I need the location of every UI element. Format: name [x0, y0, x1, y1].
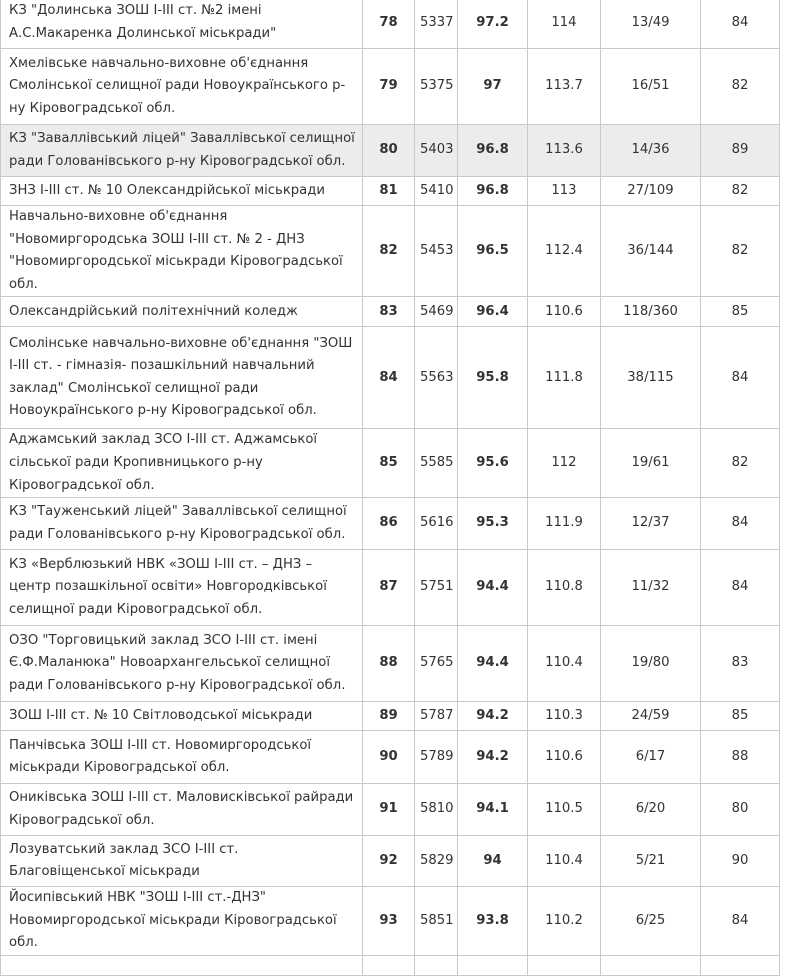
table-row — [1, 498, 780, 550]
table-row — [1, 626, 780, 702]
school-name: ЗОШ І-ІІІ ст. № 10 Світловодської міськради — [1, 702, 363, 731]
school-name: Смолінське навчально-виховне об'єднання "ЗОШ І-ІІІ ст. - гімназія- позашкільний навчальний заклад" Смолінської селищної ради Новоукраїнського р-ну Кіровоградської обл. — [1, 327, 363, 429]
rank-cell: 80 — [363, 125, 415, 177]
rank-cell: 91 — [363, 784, 415, 836]
average-cell — [458, 955, 528, 975]
rank-cell: 92 — [363, 836, 415, 887]
ratio-cell — [601, 955, 701, 975]
value-cell: 110.4 — [528, 836, 601, 887]
ratio-cell: 118/360 — [601, 297, 701, 327]
percent-cell: 84 — [701, 0, 780, 49]
score-cell: 5375 — [415, 49, 458, 125]
percent-cell: 85 — [701, 297, 780, 327]
school-name — [1, 955, 363, 975]
average-cell: 96.8 — [458, 125, 528, 177]
percent-cell: 90 — [701, 836, 780, 887]
ratio-cell: 19/61 — [601, 429, 701, 498]
value-cell: 112 — [528, 429, 601, 498]
school-name: Панчівська ЗОШ І-ІІІ ст. Новомиргородської міськради Кіровоградської обл. — [1, 731, 363, 784]
school-name: Йосипівський НВК "ЗОШ І-ІІІ ст.-ДНЗ" Новомиргородської міськради Кіровоградської обл. — [1, 887, 363, 956]
value-cell: 110.6 — [528, 731, 601, 784]
score-cell: 5751 — [415, 550, 458, 626]
average-cell: 94 — [458, 836, 528, 887]
ratio-cell: 6/17 — [601, 731, 701, 784]
school-name: КЗ «Верблюзький НВК «ЗОШ І-ІІІ ст. – ДНЗ – центр позашкільної освіти» Новгородківської селищної ради Кіровоградської обл. — [1, 550, 363, 626]
ratio-cell: 6/25 — [601, 887, 701, 956]
ratio-cell: 5/21 — [601, 836, 701, 887]
value-cell: 110.4 — [528, 626, 601, 702]
average-cell: 94.4 — [458, 626, 528, 702]
table-row — [1, 297, 780, 327]
average-cell: 94.2 — [458, 731, 528, 784]
value-cell: 111.9 — [528, 498, 601, 550]
average-cell: 96.8 — [458, 177, 528, 206]
table-row — [1, 177, 780, 206]
score-cell: 5453 — [415, 206, 458, 297]
table-row — [1, 731, 780, 784]
score-cell: 5789 — [415, 731, 458, 784]
percent-cell: 85 — [701, 702, 780, 731]
table-row — [1, 887, 780, 956]
rank-cell: 85 — [363, 429, 415, 498]
percent-cell: 82 — [701, 206, 780, 297]
rank-cell: 87 — [363, 550, 415, 626]
score-cell: 5765 — [415, 626, 458, 702]
average-cell: 96.4 — [458, 297, 528, 327]
percent-cell: 80 — [701, 784, 780, 836]
average-cell: 94.1 — [458, 784, 528, 836]
value-cell: 114 — [528, 0, 601, 49]
table-row — [1, 327, 780, 429]
percent-cell: 84 — [701, 327, 780, 429]
school-name: Аджамський заклад ЗСО І-ІІІ ст. Аджамської сільської ради Кропивницького р-ну Кіровоградської обл. — [1, 429, 363, 498]
value-cell: 112.4 — [528, 206, 601, 297]
rank-cell: 89 — [363, 702, 415, 731]
value-cell — [528, 955, 601, 975]
school-name: ЗНЗ І-ІІІ ст. № 10 Олександрійської міськради — [1, 177, 363, 206]
table-row — [1, 702, 780, 731]
table-row — [1, 0, 780, 49]
percent-cell: 84 — [701, 550, 780, 626]
percent-cell: 84 — [701, 887, 780, 956]
table-row — [1, 784, 780, 836]
rank-cell: 79 — [363, 49, 415, 125]
ratio-cell: 19/80 — [601, 626, 701, 702]
ratio-cell: 11/32 — [601, 550, 701, 626]
table-row — [1, 49, 780, 125]
school-name: ОЗО "Торговицький заклад ЗСО І-ІІІ ст. імені Є.Ф.Маланюка" Новоархангельської селищної ради Голованівського р-ну Кіровоградської обл. — [1, 626, 363, 702]
table-row — [1, 429, 780, 498]
percent-cell: 82 — [701, 49, 780, 125]
value-cell: 110.6 — [528, 297, 601, 327]
ratio-cell: 16/51 — [601, 49, 701, 125]
value-cell: 110.8 — [528, 550, 601, 626]
rank-cell: 78 — [363, 0, 415, 49]
score-cell: 5410 — [415, 177, 458, 206]
school-name: Ониківська ЗОШ І-ІІІ ст. Маловисківської райради Кіровоградської обл. — [1, 784, 363, 836]
ratio-cell: 14/36 — [601, 125, 701, 177]
value-cell: 110.2 — [528, 887, 601, 956]
table-row — [1, 836, 780, 887]
score-cell: 5851 — [415, 887, 458, 956]
school-name: КЗ "Долинська ЗОШ І-ІІІ ст. №2 імені А.С.Макаренка Долинської міськради" — [1, 0, 363, 49]
table-row — [1, 550, 780, 626]
value-cell: 113.7 — [528, 49, 601, 125]
percent-cell: 82 — [701, 429, 780, 498]
ratio-cell: 12/37 — [601, 498, 701, 550]
average-cell: 93.8 — [458, 887, 528, 956]
school-name: Олександрійський політехнічний коледж — [1, 297, 363, 327]
value-cell: 111.8 — [528, 327, 601, 429]
value-cell: 113 — [528, 177, 601, 206]
rank-cell: 93 — [363, 887, 415, 956]
rank-cell: 84 — [363, 327, 415, 429]
score-cell: 5403 — [415, 125, 458, 177]
ratio-cell: 38/115 — [601, 327, 701, 429]
score-cell: 5469 — [415, 297, 458, 327]
value-cell: 113.6 — [528, 125, 601, 177]
rank-cell: 90 — [363, 731, 415, 784]
ratio-cell: 24/59 — [601, 702, 701, 731]
percent-cell — [701, 955, 780, 975]
school-name: Хмелівське навчально-виховне об'єднання Смолінської селищної ради Новоукраїнського р-ну Кіровоградської обл. — [1, 49, 363, 125]
ratio-cell: 6/20 — [601, 784, 701, 836]
score-cell: 5616 — [415, 498, 458, 550]
rank-cell: 81 — [363, 177, 415, 206]
average-cell: 97 — [458, 49, 528, 125]
score-cell: 5787 — [415, 702, 458, 731]
score-cell: 5585 — [415, 429, 458, 498]
school-name: КЗ "Заваллівський ліцей" Заваллівської селищної ради Голованівського р-ну Кіровоградської обл. — [1, 125, 363, 177]
school-name: Навчально-виховне об'єднання "Новомиргородська ЗОШ І-ІІІ ст. № 2 - ДНЗ "Новомиргородської міськради Кіровоградської обл. — [1, 206, 363, 297]
percent-cell: 84 — [701, 498, 780, 550]
average-cell: 95.6 — [458, 429, 528, 498]
ranking-table-body — [1, 0, 780, 975]
rank-cell: 88 — [363, 626, 415, 702]
average-cell: 94.4 — [458, 550, 528, 626]
average-cell: 95.8 — [458, 327, 528, 429]
school-name: Лозуватський заклад ЗСО І-ІІІ ст. Благовіщенської міськради — [1, 836, 363, 887]
rank-cell — [363, 955, 415, 975]
score-cell: 5829 — [415, 836, 458, 887]
score-cell: 5810 — [415, 784, 458, 836]
value-cell: 110.3 — [528, 702, 601, 731]
score-cell — [415, 955, 458, 975]
table-row — [1, 206, 780, 297]
average-cell: 95.3 — [458, 498, 528, 550]
ratio-cell: 36/144 — [601, 206, 701, 297]
table-row — [1, 955, 780, 975]
average-cell: 97.2 — [458, 0, 528, 49]
ratio-cell: 27/109 — [601, 177, 701, 206]
rank-cell: 86 — [363, 498, 415, 550]
value-cell: 110.5 — [528, 784, 601, 836]
rank-cell: 82 — [363, 206, 415, 297]
percent-cell: 83 — [701, 626, 780, 702]
average-cell: 94.2 — [458, 702, 528, 731]
table-row — [1, 125, 780, 177]
average-cell: 96.5 — [458, 206, 528, 297]
percent-cell: 89 — [701, 125, 780, 177]
percent-cell: 82 — [701, 177, 780, 206]
percent-cell: 88 — [701, 731, 780, 784]
score-cell: 5337 — [415, 0, 458, 49]
ratio-cell: 13/49 — [601, 0, 701, 49]
rank-cell: 83 — [363, 297, 415, 327]
school-name: КЗ "Тауженський ліцей" Заваллівської селищної ради Голованівського р-ну Кіровоградської обл. — [1, 498, 363, 550]
score-cell: 5563 — [415, 327, 458, 429]
